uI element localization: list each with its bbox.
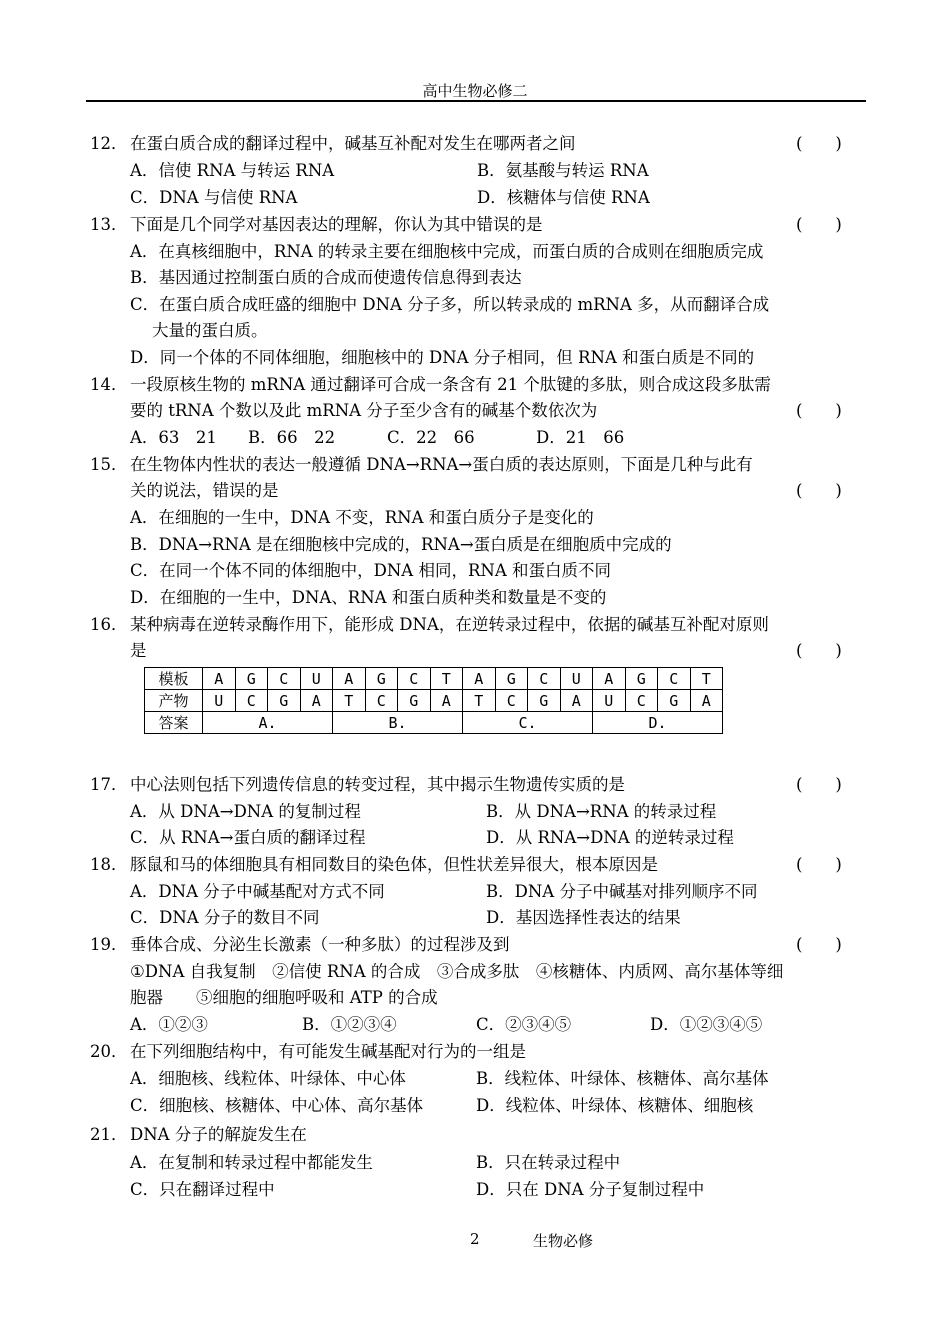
template-base: C	[658, 668, 691, 690]
template-base: G	[495, 668, 528, 690]
template-base: A	[463, 668, 496, 690]
product-base: G	[398, 690, 431, 712]
q15-stem-2: 关的说法，错误的是	[130, 481, 279, 500]
q20-option-c: C．细胞核、核糖体、中心体、高尔基体	[130, 1096, 424, 1115]
q18-option-b: B．DNA 分子中碱基对排列顺序不同	[486, 882, 758, 901]
template-base: G	[235, 668, 268, 690]
q21-option-d: D．只在 DNA 分子复制过程中	[476, 1180, 705, 1199]
q18-answer-paren[interactable]: ( )	[796, 855, 842, 874]
q13-option-b: B．基因通过控制蛋白质的合成而使遗传信息得到表达	[130, 268, 522, 287]
q14-answer-paren[interactable]: ( )	[796, 401, 842, 420]
q17-option-d: D．从 RNA→DNA 的逆转录过程	[486, 828, 734, 847]
page-header-title: 高中生物必修二	[422, 82, 528, 100]
template-base: U	[560, 668, 593, 690]
q16-number: 16．	[90, 615, 128, 634]
product-base: C	[235, 690, 268, 712]
q13-option-c-cont: 大量的蛋白质。	[152, 321, 268, 340]
product-base: G	[528, 690, 561, 712]
product-base: A	[430, 690, 463, 712]
template-base: A	[203, 668, 236, 690]
q14-option-b: B．66 22	[248, 428, 336, 447]
answer-row	[145, 712, 723, 734]
q20-option-b: B．线粒体、叶绿体、核糖体、高尔基体	[476, 1069, 769, 1088]
q17-stem: 中心法则包括下列遗传信息的转变过程，其中揭示生物遗传实质的是	[130, 775, 625, 794]
template-base: C	[398, 668, 431, 690]
q19-number: 19．	[90, 935, 128, 954]
q20-number: 20．	[90, 1042, 128, 1061]
q12-option-b: B．氨基酸与转运 RNA	[477, 161, 649, 180]
product-label: 产物	[145, 690, 203, 712]
q19-option-b: B．①②③④	[302, 1015, 397, 1034]
q18-number: 18．	[90, 855, 128, 874]
q17-number: 17．	[90, 775, 128, 794]
template-label: 模板	[145, 668, 203, 690]
product-base: A	[300, 690, 333, 712]
q16-stem-1: 某种病毒在逆转录酶作用下，能形成 DNA，在逆转录过程中，依据的碱基互补配对原则	[130, 615, 769, 634]
q19-items-1: ①DNA 自我复制 ②信使 RNA 的合成 ③合成多肽 ④核糖体、内质网、高尔基体等细	[130, 962, 784, 981]
template-base: C	[528, 668, 561, 690]
q19-items-2: 胞器 ⑤细胞的细胞呼吸和 ATP 的合成	[130, 988, 438, 1007]
q17-answer-paren[interactable]: ( )	[796, 775, 842, 794]
q20-option-d: D．线粒体、叶绿体、核糖体、细胞核	[476, 1096, 754, 1115]
q21-stem: DNA 分子的解旋发生在	[130, 1125, 307, 1144]
template-base: T	[690, 668, 723, 690]
template-base: A	[593, 668, 626, 690]
q17-option-b: B．从 DNA→RNA 的转录过程	[486, 802, 717, 821]
product-base: C	[625, 690, 658, 712]
answer-label: 答案	[145, 712, 203, 734]
q21-number: 21．	[90, 1125, 128, 1144]
q18-option-d: D．基因选择性表达的结果	[486, 908, 681, 927]
q19-stem: 垂体合成、分泌生长激素（一种多肽）的过程涉及到	[130, 935, 510, 954]
q13-option-c: C．在蛋白质合成旺盛的细胞中 DNA 分子多，所以转录成的 mRNA 多，从而翻译合成	[130, 295, 770, 314]
product-base: T	[333, 690, 366, 712]
q12-answer-paren[interactable]: ( )	[796, 134, 842, 153]
header-rule	[86, 100, 866, 102]
template-base: U	[300, 668, 333, 690]
product-row	[145, 690, 723, 712]
q20-option-a: A．细胞核、线粒体、叶绿体、中心体	[130, 1069, 406, 1088]
footer-subject: 生物必修	[533, 1232, 594, 1250]
answer-choice-c[interactable]: C.	[463, 712, 593, 734]
q14-number: 14．	[90, 375, 128, 394]
q13-number: 13．	[90, 215, 128, 234]
answer-choice-a[interactable]: A.	[203, 712, 333, 734]
q19-answer-paren[interactable]: ( )	[796, 935, 842, 954]
q14-option-d: D．21 66	[536, 428, 625, 447]
q15-option-b: B．DNA→RNA 是在细胞核中完成的，RNA→蛋白质是在细胞质中完成的	[130, 535, 672, 554]
q21-option-c: C．只在翻译过程中	[130, 1180, 275, 1199]
q20-stem: 在下列细胞结构中，有可能发生碱基配对行为的一组是	[130, 1042, 526, 1061]
q12-option-d: D．核糖体与信使 RNA	[477, 188, 650, 207]
q12-stem: 在蛋白质合成的翻译过程中，碱基互补配对发生在哪两者之间	[130, 134, 576, 153]
q18-option-a: A．DNA 分子中碱基配对方式不同	[130, 882, 385, 901]
q12-option-a: A．信使 RNA 与转运 RNA	[130, 161, 335, 180]
product-base: U	[593, 690, 626, 712]
q19-option-c: C．②③④⑤	[476, 1015, 572, 1034]
q16-stem-2: 是	[130, 641, 147, 660]
q18-stem: 豚鼠和马的体细胞具有相同数目的染色体，但性状差异很大，根本原因是	[130, 855, 658, 874]
product-base: C	[365, 690, 398, 712]
q14-option-a: A．63 21	[130, 428, 217, 447]
q17-option-a: A．从 DNA→DNA 的复制过程	[130, 802, 361, 821]
q13-answer-paren[interactable]: ( )	[796, 215, 842, 234]
q13-option-d: D．同一个体的不同体细胞，细胞核中的 DNA 分子相同，但 RNA 和蛋白质是不同的	[130, 348, 755, 367]
answer-choice-b[interactable]: B.	[333, 712, 463, 734]
answer-choice-d[interactable]: D.	[593, 712, 723, 734]
template-base: C	[268, 668, 301, 690]
q19-option-d: D．①②③④⑤	[650, 1015, 763, 1034]
product-base: U	[203, 690, 236, 712]
template-base: G	[365, 668, 398, 690]
product-base: G	[658, 690, 691, 712]
q13-option-a: A．在真核细胞中，RNA 的转录主要在细胞核中完成，而蛋白质的合成则在细胞质完成	[130, 242, 764, 261]
q12-number: 12．	[90, 134, 128, 153]
q15-stem-1: 在生物体内性状的表达一般遵循 DNA→RNA→蛋白质的表达原则，下面是几种与此有	[130, 455, 753, 474]
product-base: G	[268, 690, 301, 712]
q13-stem: 下面是几个同学对基因表达的理解，你认为其中错误的是	[130, 215, 543, 234]
q15-option-c: C．在同一个体不同的体细胞中，DNA 相同，RNA 和蛋白质不同	[130, 561, 611, 580]
q19-option-a: A．①②③	[130, 1015, 208, 1034]
product-base: T	[463, 690, 496, 712]
product-base: A	[560, 690, 593, 712]
q21-option-b: B．只在转录过程中	[476, 1153, 621, 1172]
q14-option-c: C．22 66	[387, 428, 475, 447]
q18-option-c: C．DNA 分子的数目不同	[130, 908, 320, 927]
base-pairing-table	[144, 667, 723, 734]
template-base: A	[333, 668, 366, 690]
q15-option-a: A．在细胞的一生中，DNA 不变，RNA 和蛋白质分子是变化的	[130, 508, 594, 527]
q15-number: 15．	[90, 455, 128, 474]
q14-stem-1: 一段原核生物的 mRNA 通过翻译可合成一条含有 21 个肽键的多肽，则合成这段多肽需	[130, 375, 771, 394]
q15-answer-paren[interactable]: ( )	[796, 481, 842, 500]
q14-stem-2: 要的 tRNA 个数以及此 mRNA 分子至少含有的碱基个数依次为	[130, 401, 598, 420]
q16-answer-paren[interactable]: ( )	[796, 641, 842, 660]
template-row	[145, 668, 723, 690]
product-base: A	[690, 690, 723, 712]
template-base: T	[430, 668, 463, 690]
q15-option-d: D．在细胞的一生中，DNA、RNA 和蛋白质种类和数量是不变的	[130, 588, 607, 607]
page-number: 2	[470, 1230, 480, 1248]
q17-option-c: C．从 RNA→蛋白质的翻译过程	[130, 828, 366, 847]
product-base: C	[495, 690, 528, 712]
q12-option-c: C．DNA 与信使 RNA	[130, 188, 298, 207]
template-base: G	[625, 668, 658, 690]
q21-option-a: A．在复制和转录过程中都能发生	[130, 1153, 373, 1172]
